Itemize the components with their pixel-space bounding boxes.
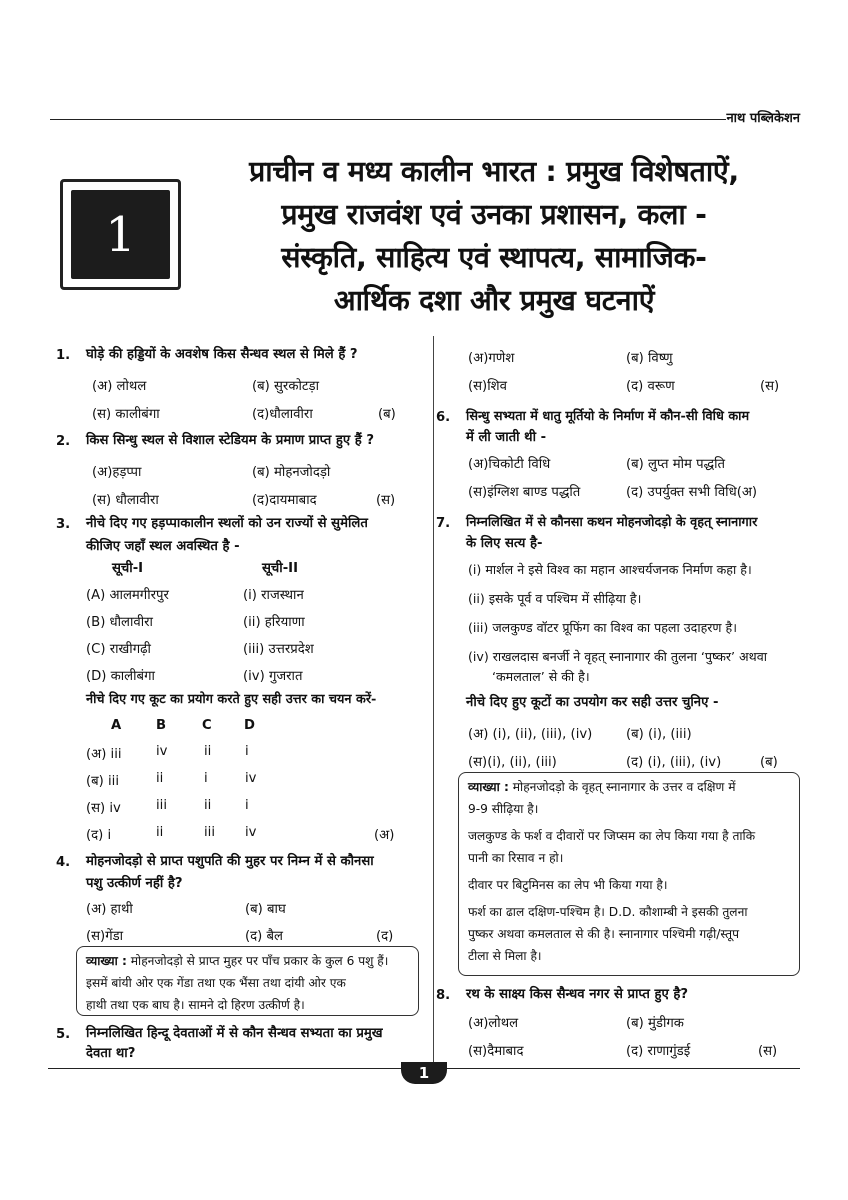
question-text-line: कीजिए जहाँ स्थल अवस्थित है - [86, 539, 240, 554]
question-number: 6. [436, 410, 451, 425]
answer: (ब) [760, 755, 778, 770]
option: (द) वरूण [626, 379, 675, 394]
option: (ब) विष्णु [626, 351, 673, 366]
question-text: घोड़े की हड्डियों के अवशेष किस सैन्धव स्थल से मिले हैं ? [86, 347, 358, 362]
chapter-title-line: आर्थिक दशा और प्रमुख घटनाऐं [333, 284, 655, 317]
question-number: 8. [436, 988, 451, 1003]
answer: (ब) [378, 407, 396, 422]
explanation-line: इसमें बांयी ओर एक गेंडा तथा एक भैंसा तथा दांयी ओर एक [86, 976, 346, 990]
column-divider [433, 336, 434, 1068]
option: (स)गेंडा [86, 929, 124, 944]
code-cell: ii [156, 825, 164, 840]
page-number: 1 [401, 1062, 447, 1084]
option: (द) राणागुंडई [626, 1044, 691, 1059]
list1-item: (A) आलमगीरपुर [86, 588, 169, 603]
explanation-box [76, 946, 419, 1016]
option: (द) (i), (iii), (iv) [626, 755, 722, 770]
code-cell: iv [156, 744, 168, 759]
option: (अ)गणेश [468, 351, 515, 366]
question-text-line: नीचे दिए गए हड़प्पाकालीन स्थलों को उन राज्यों से सुमेलित [86, 516, 368, 531]
code-cell: i [204, 771, 208, 786]
question-number: 2. [56, 434, 71, 449]
option: (ब) लुप्त मोम पद्धति [626, 457, 726, 472]
code-cell: ii [156, 771, 164, 786]
list2-item: (i) राजस्थान [243, 588, 304, 603]
header-rule [50, 119, 726, 120]
list1-item: (B) धौलावीरा [86, 615, 153, 630]
option: (स)दैमाबाद [468, 1044, 524, 1059]
question-text-line: निम्नलिखित में से कौनसा कथन मोहनजोदड़ो के वृहत् स्नानागार [466, 515, 758, 530]
list1-heading: सूची-I [112, 561, 144, 576]
option: (ब) मुंडीगक [626, 1016, 684, 1031]
explanation-line: फर्श का ढाल दक्षिण-पश्चिम है। D.D. कौशाम्बी ने इसकी तुलना [468, 905, 748, 919]
question-number: 5. [56, 1027, 71, 1042]
explanation-line: पानी का रिसाव न हो। [468, 851, 564, 865]
statement: (iv) राखलदास बनर्जी ने वृहत् स्नानागार की तुलना ‘पुष्कर’ अथवा [468, 649, 767, 664]
question-text: रथ के साक्ष्य किस सैन्धव नगर से प्राप्त हुए है? [466, 987, 689, 1002]
code-cell: ii [204, 744, 212, 759]
chapter-title [180, 150, 808, 322]
explanation-line: दीवार पर बिटुमिनस का लेप भी किया गया है। [468, 878, 668, 892]
code-cell: (द) i [86, 828, 112, 843]
option: (स) कालीबंगा [92, 407, 160, 422]
option: (अ) लोथल [92, 379, 147, 394]
code-cell: iv [245, 771, 257, 786]
answer: (स) [376, 493, 396, 508]
code-cell: (स) iv [86, 801, 121, 816]
explanation-line: मोहनजोदड़ो के वृहत् स्नानागार के उत्तर व दक्षिण में [512, 780, 736, 794]
code-head: A [111, 718, 122, 733]
answer: (द) [376, 929, 394, 944]
option: (अ) (i), (ii), (iii), (iv) [468, 727, 593, 742]
explanation-line: पुष्कर अथवा कमलताल से की है। स्नानागार पश्चिमी गढ़ी/स्तूप [468, 927, 740, 941]
explanation-label: व्याख्या : [468, 780, 509, 794]
code-cell: i [245, 744, 249, 759]
option: (अ)हड़प्पा [92, 465, 142, 480]
explanation-line: मोहनजोदड़ो से प्राप्त मुहर पर पाँच प्रकार के कुल 6 पशु हैं। [130, 954, 389, 968]
question-number: 7. [436, 516, 451, 531]
option: (स)(i), (ii), (iii) [468, 755, 557, 770]
list1-item: (C) राखीगढ़ी [86, 642, 151, 657]
question-number: 1. [56, 348, 71, 363]
list2-item: (iii) उत्तरप्रदेश [243, 642, 314, 657]
code-head: C [202, 718, 212, 733]
statement: (ii) इसके पूर्व व पश्चिम में सीढ़िया है। [468, 591, 642, 606]
question-number: 3. [56, 517, 71, 532]
question-text-line: सिन्धु सभ्यता में धातु मूर्तियो के निर्माण में कौन-सी विधि काम [466, 409, 750, 424]
chapter-title-line: संस्कृति, साहित्य एवं स्थापत्य, सामाजिक- [281, 241, 707, 274]
list2-item: (ii) हरियाणा [243, 615, 305, 630]
statement: (iii) जलकुण्ड वॉटर प्रूफिंग का विश्व का पहला उदाहरण है। [468, 620, 737, 635]
option: (द)दायमाबाद [252, 493, 317, 508]
question-text-line: के लिए सत्य है- [466, 536, 543, 551]
option: (ब) मोहनजोदड़ो [252, 465, 331, 480]
explanation-line: हाथी तथा एक बाघ है। सामने दो हिरण उत्कीर्ण है। [86, 998, 305, 1012]
code-cell: ii [204, 798, 212, 813]
question-text-line: में ली जाती थी - [466, 430, 547, 445]
chapter-title-line: प्रमुख राजवंश एवं उनका प्रशासन, कला - [281, 198, 707, 231]
code-cell: iii [204, 825, 215, 840]
option: (ब) सुरकोटड़ा [252, 379, 319, 394]
code-cell: (अ) iii [86, 747, 122, 762]
code-cell: (ब) iii [86, 774, 120, 789]
explanation-line: टीला से मिला है। [468, 949, 542, 963]
answer: (स) [760, 379, 780, 394]
option: (स)शिव [468, 379, 507, 394]
list1-item: (D) कालीबंगा [86, 669, 155, 684]
statement: (i) मार्शल ने इसे विश्व का महान आश्चर्यजनक निर्माण कहा है। [468, 562, 752, 577]
code-cell: i [245, 798, 249, 813]
instruction: नीचे दिए हुए कूटों का उपयोग कर सही उत्तर चुनिए - [466, 695, 719, 710]
option: (स) धौलावीरा [92, 493, 159, 508]
code-head: D [244, 718, 255, 733]
code-head: B [156, 718, 167, 733]
list2-heading: सूची-II [262, 561, 298, 576]
explanation-line: 9-9 सीढ़िया है। [468, 802, 539, 816]
chapter-title-line: प्राचीन व मध्य कालीन भारत : प्रमुख विशेषताऐं, [249, 155, 739, 188]
publisher-name: नाथ पब्लिकेशन [726, 111, 800, 126]
question-text-line: पशु उत्कीर्ण नहीं है? [86, 876, 183, 891]
option: (अ)लोथल [468, 1016, 519, 1031]
answer: (अ) [374, 828, 395, 843]
question-text-line: देवता था? [86, 1046, 136, 1061]
question-text-line: निम्नलिखित हिन्दू देवताओं में से कौन सैन्धव सभ्यता का प्रमुख [86, 1026, 383, 1041]
chapter-number: 1 [71, 190, 170, 279]
question-text: किस सिन्धु स्थल से विशाल स्टेडियम के प्रमाण प्राप्त हुए हैं ? [86, 433, 374, 448]
answer: (स) [758, 1044, 778, 1059]
option: (ब) (i), (iii) [626, 727, 692, 742]
code-cell: iv [245, 825, 257, 840]
question-text-line: मोहनजोदड़ो से प्राप्त पशुपति की मुहर पर निम्न में से कौनसा [86, 854, 374, 869]
list2-item: (iv) गुजरात [243, 669, 303, 684]
option: (स)इंग्लिश बाण्ड पद्धति [468, 485, 581, 500]
option: (द) बैल [245, 929, 283, 944]
option: (अ) हाथी [86, 902, 133, 917]
code-cell: iii [156, 798, 167, 813]
option: (ब) बाघ [245, 902, 286, 917]
explanation-label: व्याख्या : [86, 954, 127, 968]
explanation-line: जलकुण्ड के फर्श व दीवारों पर जिप्सम का लेप किया गया है ताकि [468, 829, 756, 843]
option: (द) उपर्युक्त सभी विधि(अ) [626, 485, 758, 500]
explanation-box [458, 772, 800, 976]
statement: ‘कमलताल’ से की है। [492, 669, 590, 684]
question-number: 4. [56, 855, 71, 870]
option: (द)धौलावीरा [252, 407, 313, 422]
option: (अ)चिकोटी विधि [468, 457, 551, 472]
instruction: नीचे दिए गए कूट का प्रयोग करते हुए सही उत्तर का चयन करें- [86, 692, 377, 707]
chapter-number-box [60, 179, 181, 290]
